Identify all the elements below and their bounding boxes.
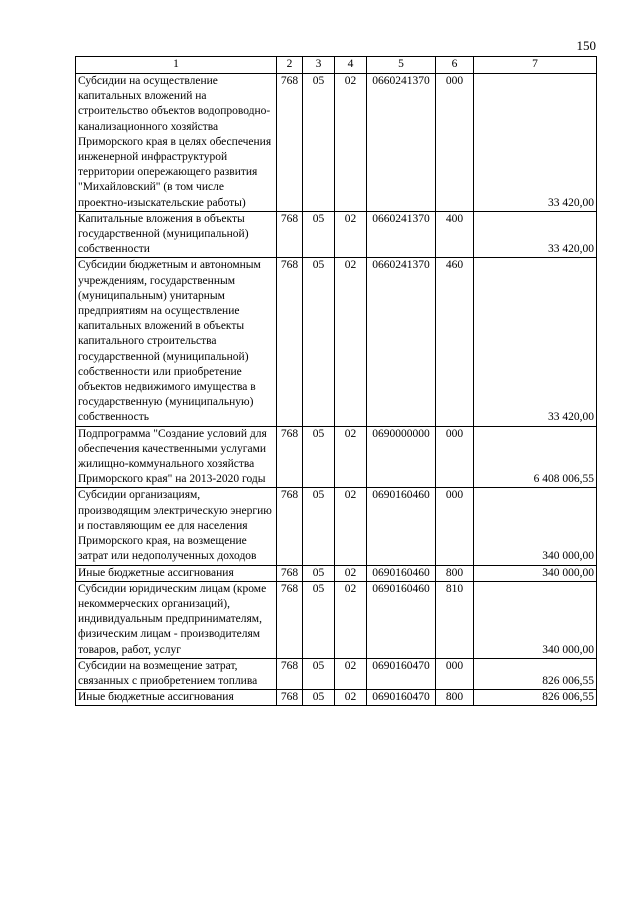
row-ministry-code: 768	[277, 690, 303, 706]
row-section-code: 05	[303, 658, 335, 689]
row-subsection-code: 02	[335, 581, 367, 658]
row-expense-type-code: 800	[436, 690, 474, 706]
row-expense-type-code: 810	[436, 581, 474, 658]
table-row	[76, 488, 597, 565]
row-expense-type-code: 000	[436, 488, 474, 565]
table-row	[76, 690, 597, 706]
row-ministry-code: 768	[277, 488, 303, 565]
table-row	[76, 211, 597, 258]
row-section-code: 05	[303, 258, 335, 426]
row-target-code: 0690000000	[367, 426, 436, 488]
row-ministry-code: 768	[277, 658, 303, 689]
header-col-6: 6	[436, 57, 474, 74]
row-name: Субсидии бюджетным и автономным учреждениям, государственным (муниципальным) унитарным предприятиям на осуществление капитальных вложений в объекты капитального строительства государственной (муниципальной) собственности или приобретение объектов недвижимого имущества в государственную (муниципальную) собственность	[76, 258, 277, 426]
row-sum: 340 000,00	[474, 565, 597, 581]
header-col-7: 7	[474, 57, 597, 74]
row-name: Субсидии на осуществление капитальных вложений на строительство объектов водопроводно-канализационного хозяйства Приморского края в целях обеспечения инженерной инфраструктурой территории опережающего развития "Михайловский" (в том числе проектно-изыскательские работы)	[76, 74, 277, 212]
row-expense-type-code: 000	[436, 74, 474, 212]
row-expense-type-code: 800	[436, 565, 474, 581]
row-subsection-code: 02	[335, 258, 367, 426]
header-col-5: 5	[367, 57, 436, 74]
row-sum: 6 408 006,55	[474, 426, 597, 488]
row-section-code: 05	[303, 426, 335, 488]
row-sum: 33 420,00	[474, 74, 597, 212]
row-target-code: 0690160470	[367, 658, 436, 689]
row-subsection-code: 02	[335, 426, 367, 488]
table-header-row	[76, 57, 597, 74]
row-section-code: 05	[303, 581, 335, 658]
row-name: Иные бюджетные ассигнования	[76, 565, 277, 581]
row-ministry-code: 768	[277, 211, 303, 258]
table-row	[76, 426, 597, 488]
row-sum: 826 006,55	[474, 658, 597, 689]
budget-table	[75, 56, 597, 706]
row-section-code: 05	[303, 211, 335, 258]
row-ministry-code: 768	[277, 74, 303, 212]
row-ministry-code: 768	[277, 565, 303, 581]
table-row	[76, 565, 597, 581]
row-target-code: 0690160460	[367, 488, 436, 565]
row-subsection-code: 02	[335, 211, 367, 258]
table-row	[76, 658, 597, 689]
row-name: Субсидии юридическим лицам (кроме некоммерческих организаций), индивидуальным предпринимателям, физическим лицам - производителям товаров, работ, услуг	[76, 581, 277, 658]
row-ministry-code: 768	[277, 426, 303, 488]
row-sum: 340 000,00	[474, 581, 597, 658]
row-section-code: 05	[303, 565, 335, 581]
row-subsection-code: 02	[335, 658, 367, 689]
row-expense-type-code: 460	[436, 258, 474, 426]
row-name: Субсидии на возмещение затрат, связанных с приобретением топлива	[76, 658, 277, 689]
row-name: Иные бюджетные ассигнования	[76, 690, 277, 706]
table-row	[76, 581, 597, 658]
header-col-1: 1	[76, 57, 277, 74]
row-name: Капитальные вложения в объекты государственной (муниципальной) собственности	[76, 211, 277, 258]
row-name: Подпрограмма "Создание условий для обеспечения качественными услугами жилищно-коммунального хозяйства Приморского края" на 2013-2020 годы	[76, 426, 277, 488]
header-col-3: 3	[303, 57, 335, 74]
row-subsection-code: 02	[335, 74, 367, 212]
row-sum: 340 000,00	[474, 488, 597, 565]
row-target-code: 0690160460	[367, 565, 436, 581]
row-section-code: 05	[303, 690, 335, 706]
header-col-2: 2	[277, 57, 303, 74]
header-col-4: 4	[335, 57, 367, 74]
row-sum: 826 006,55	[474, 690, 597, 706]
row-name: Субсидии организациям, производящим электрическую энергию и поставляющим ее для населения Приморского края, на возмещение затрат или недополученных доходов	[76, 488, 277, 565]
table-row	[76, 258, 597, 426]
row-expense-type-code: 000	[436, 426, 474, 488]
row-sum: 33 420,00	[474, 211, 597, 258]
page-number: 150	[576, 38, 596, 53]
row-ministry-code: 768	[277, 258, 303, 426]
row-target-code: 0660241370	[367, 74, 436, 212]
row-section-code: 05	[303, 488, 335, 565]
row-subsection-code: 02	[335, 565, 367, 581]
row-ministry-code: 768	[277, 581, 303, 658]
row-target-code: 0660241370	[367, 258, 436, 426]
row-expense-type-code: 400	[436, 211, 474, 258]
row-target-code: 0660241370	[367, 211, 436, 258]
row-sum: 33 420,00	[474, 258, 597, 426]
row-target-code: 0690160470	[367, 690, 436, 706]
row-target-code: 0690160460	[367, 581, 436, 658]
row-expense-type-code: 000	[436, 658, 474, 689]
row-section-code: 05	[303, 74, 335, 212]
table-row	[76, 74, 597, 212]
row-subsection-code: 02	[335, 690, 367, 706]
row-subsection-code: 02	[335, 488, 367, 565]
